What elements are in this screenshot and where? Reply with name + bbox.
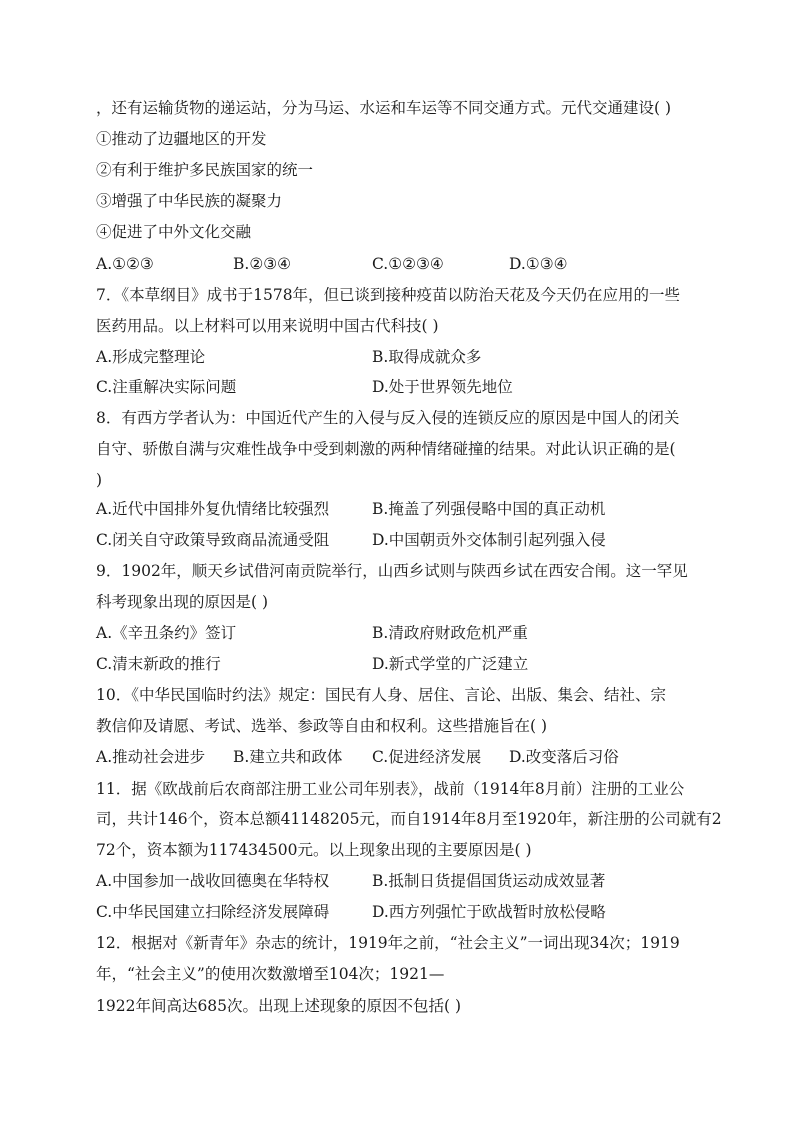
q7-option-d[interactable]: D.处于世界领先地位 — [372, 378, 513, 396]
q9-option-d[interactable]: D.新式学堂的广泛建立 — [372, 655, 529, 673]
q6-item-4: ④促进了中外文化交融 — [96, 223, 252, 241]
q9-option-a[interactable]: A.《辛丑条约》签订 — [96, 624, 237, 642]
q11-stem-line3: 72个，资本额为117434500元。以上现象出现的主要原因是( ) — [96, 841, 532, 859]
q8-stem-line3: ) — [96, 471, 103, 489]
q8-stem-line2: 自守、骄傲自满与灾难性战争中受到刺激的两种情绪碰撞的结果。对此认识正确的是( — [96, 440, 676, 458]
q10-option-d[interactable]: D.改变落后习俗 — [509, 748, 619, 766]
q9-stem-line2: 科考现象出现的原因是( ) — [96, 593, 269, 611]
q6-option-b[interactable]: B.②③④ — [233, 255, 292, 273]
q11-stem-line2: 司，共计146个，资本总额41148205元，而自1914年8月至1920年，新注册的公司就有2 — [96, 810, 722, 828]
q6-item-2: ②有利于维护多民族国家的统一 — [96, 161, 314, 179]
q9-option-c[interactable]: C.清末新政的推行 — [96, 655, 221, 673]
q12-stem-line1: 12．根据对《新青年》杂志的统计，1919年之前，“社会主义”一词出现34次；1919 — [96, 934, 680, 952]
q12-stem-line3: 1922年间高达685次。出现上述现象的原因不包括( ) — [96, 997, 462, 1015]
q9-option-b[interactable]: B.清政府财政危机严重 — [372, 624, 528, 642]
q7-stem-line1: 7．《本草纲目》成书于1578年，但已谈到接种疫苗以防治天花及今天仍在应用的一些 — [96, 286, 681, 304]
q7-option-a[interactable]: A.形成完整理论 — [96, 348, 206, 366]
q7-stem-line2: 医药用品。以上材料可以用来说明中国古代科技( ) — [96, 317, 439, 335]
q8-option-b[interactable]: B.掩盖了列强侵略中国的真正动机 — [372, 500, 606, 518]
q10-option-c[interactable]: C.促进经济发展 — [372, 748, 482, 766]
q7-option-b[interactable]: B.取得成就众多 — [372, 348, 482, 366]
q10-option-a[interactable]: A.推动社会进步 — [96, 748, 206, 766]
q10-option-b[interactable]: B.建立共和政体 — [233, 748, 343, 766]
q8-option-c[interactable]: C.闭关自守政策导致商品流通受阻 — [96, 531, 330, 549]
q12-stem-line2: 年，“社会主义”的使用次数激增至104次；1921— — [96, 965, 445, 983]
q11-stem-line1: 11．据《欧战前后农商部注册工业公司年别表》，战前（1914年8月前）注册的工业公 — [96, 780, 685, 798]
q6-option-a[interactable]: A.①②③ — [96, 255, 154, 273]
q9-stem-line1: 9．1902年，顺天乡试借河南贡院举行，山西乡试则与陕西乡试在西安合闱。这一罕见 — [96, 562, 688, 580]
q6-item-1: ①推动了边疆地区的开发 — [96, 130, 267, 148]
q6-stem-continuation: ，还有运输货物的递运站，分为马运、水运和车运等不同交通方式。元代交通建设( ) — [96, 99, 672, 117]
q8-option-a[interactable]: A.近代中国排外复仇情绪比较强烈 — [96, 500, 330, 518]
q8-stem-line1: 8．有西方学者认为：中国近代产生的入侵与反入侵的连锁反应的原因是中国人的闭关 — [96, 409, 680, 427]
q6-item-3: ③增强了中华民族的凝聚力 — [96, 192, 283, 210]
q10-stem-line2: 教信仰及请愿、考试、选举、参政等自由和权利。这些措施旨在( ) — [96, 717, 548, 735]
q10-stem-line1: 10．《中华民国临时约法》规定：国民有人身、居住、言论、出版、集会、结社、宗 — [96, 686, 666, 704]
q6-option-c[interactable]: C.①②③④ — [372, 255, 444, 273]
q11-option-b[interactable]: B.抵制日货提倡国货运动成效显著 — [372, 872, 606, 890]
q8-option-d[interactable]: D.中国朝贡外交体制引起列强入侵 — [372, 531, 606, 549]
q11-option-a[interactable]: A.中国参加一战收回德奥在华特权 — [96, 872, 330, 890]
q11-option-c[interactable]: C.中华民国建立扫除经济发展障碍 — [96, 903, 330, 921]
q7-option-c[interactable]: C.注重解决实际问题 — [96, 378, 237, 396]
q11-option-d[interactable]: D.西方列强忙于欧战暂时放松侵略 — [372, 903, 606, 921]
q6-option-d[interactable]: D.①③④ — [509, 255, 568, 273]
